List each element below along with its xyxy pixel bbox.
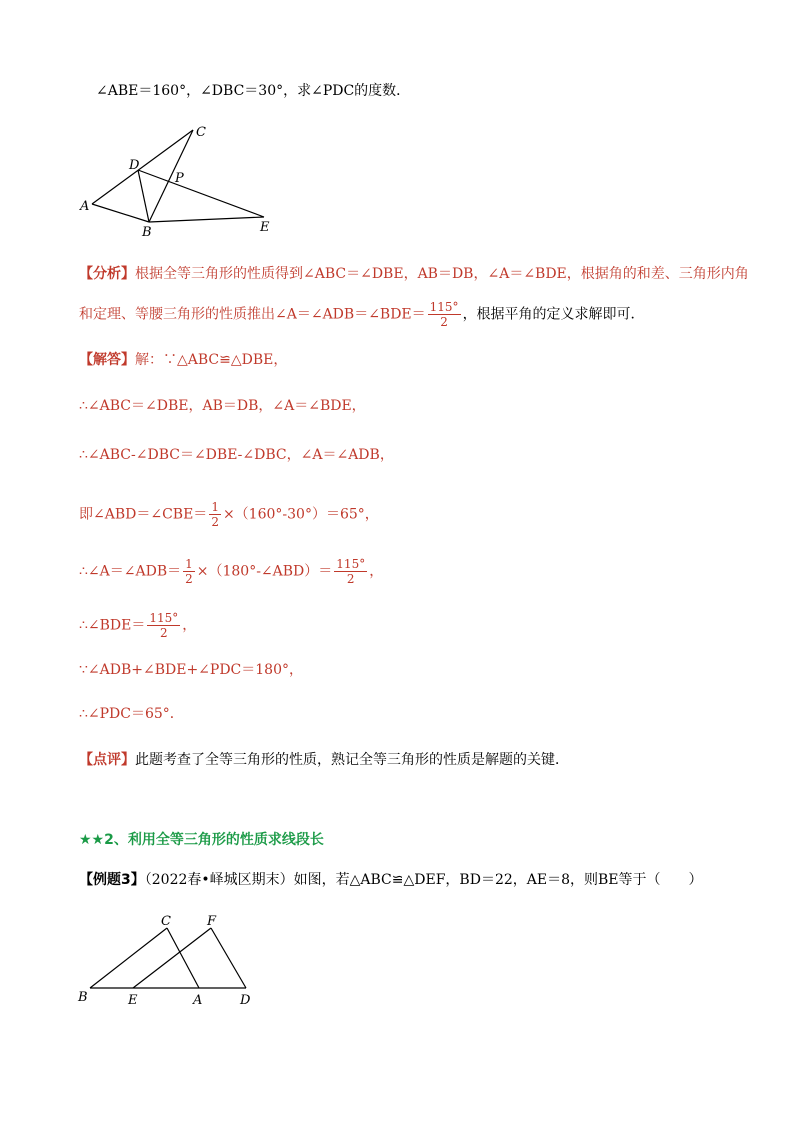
- problem-condition-line: ∠ABE＝160°，∠DBC＝30°，求∠PDC的度数．: [96, 83, 411, 99]
- fig1-label-d: D: [129, 158, 140, 173]
- fig1-label-e: E: [260, 220, 270, 235]
- fig1-label-b: B: [142, 225, 152, 240]
- fig1-label-c: C: [196, 125, 206, 140]
- analysis-text-2a: 和定理、等腰三角形的性质推出∠A＝∠ADB＝∠BDE＝: [79, 306, 426, 323]
- fig1-label-p: P: [175, 171, 184, 186]
- solution-line-2: ∴∠ABC-∠DBC＝∠DBE-∠DBC，∠A＝∠ADB，: [79, 447, 394, 463]
- analysis-tag: 【分析】: [79, 266, 135, 282]
- solution-line-3: 即∠ABD＝∠CBE＝ $\frac{1}{2}$ ×（160°-30°）＝65°，: [79, 500, 379, 529]
- fig2-label-c: C: [161, 914, 171, 929]
- solution-fraction-4a: $\frac{1}{2}$: [185, 557, 193, 586]
- analysis-fraction: $\frac{115^\circ}{2}$: [429, 300, 459, 329]
- solution-fraction-5: $\frac{115^\circ}{2}$: [149, 611, 179, 640]
- fig2-label-a: A: [193, 993, 203, 1008]
- solution-line-5: ∴∠BDE＝ $\frac{115^\circ}{2}$ ，: [79, 611, 197, 640]
- section-title: ★★2、利用全等三角形的性质求线段长: [79, 832, 324, 848]
- example-3-line: [79, 870, 703, 890]
- solution-line-6: ∵∠ADB+∠BDE+∠PDC＝180°，: [79, 662, 303, 678]
- solution-line-0: [79, 350, 287, 370]
- fig2-label-e: E: [128, 993, 138, 1008]
- fig1-label-a: A: [80, 199, 90, 214]
- comment-tag: 【点评】: [79, 752, 135, 768]
- example-3-tag: 【例题3】: [79, 872, 145, 888]
- analysis-line-1: [79, 264, 749, 284]
- analysis-text-2b: ，根据平角的定义求解即可．: [462, 306, 645, 323]
- solution-fraction-3: $\frac{1}{2}$: [211, 500, 219, 529]
- example-3-text: （2022春•峄城区期末）如图，若△ABC≌△DEF，BD＝22，AE＝8，则BE等于（ ）: [144, 872, 703, 888]
- solution-line-1: ∴∠ABC＝∠DBE，AB＝DB，∠A＝∠BDE，: [79, 398, 366, 414]
- comment-line: [79, 750, 569, 770]
- analysis-text-1: 根据全等三角形的性质得到∠ABC＝∠DBE，AB＝DB，∠A＝∠BDE，根据角的和差、三角形内角: [135, 266, 749, 282]
- analysis-line-2: [79, 300, 645, 329]
- fig2-label-d: D: [240, 993, 251, 1008]
- fig2-label-f: F: [207, 914, 217, 929]
- solution-line-7: ∴∠PDC＝65°．: [79, 706, 184, 722]
- fig2-label-b: B: [78, 990, 88, 1005]
- solution-line-4: ∴∠A＝∠ADB＝ $\frac{1}{2}$ ×（180°-∠ABD）＝ $\frac{115^\circ}{2}$ ，: [79, 557, 384, 586]
- comment-text: 此题考查了全等三角形的性质，熟记全等三角形的性质是解题的关键．: [135, 752, 569, 768]
- solution-fraction-4b: $\frac{115^\circ}{2}$: [336, 557, 366, 586]
- solution-tag: 【解答】: [79, 352, 135, 368]
- solution-text-0: 解：∵△ABC≌△DBE，: [135, 352, 288, 368]
